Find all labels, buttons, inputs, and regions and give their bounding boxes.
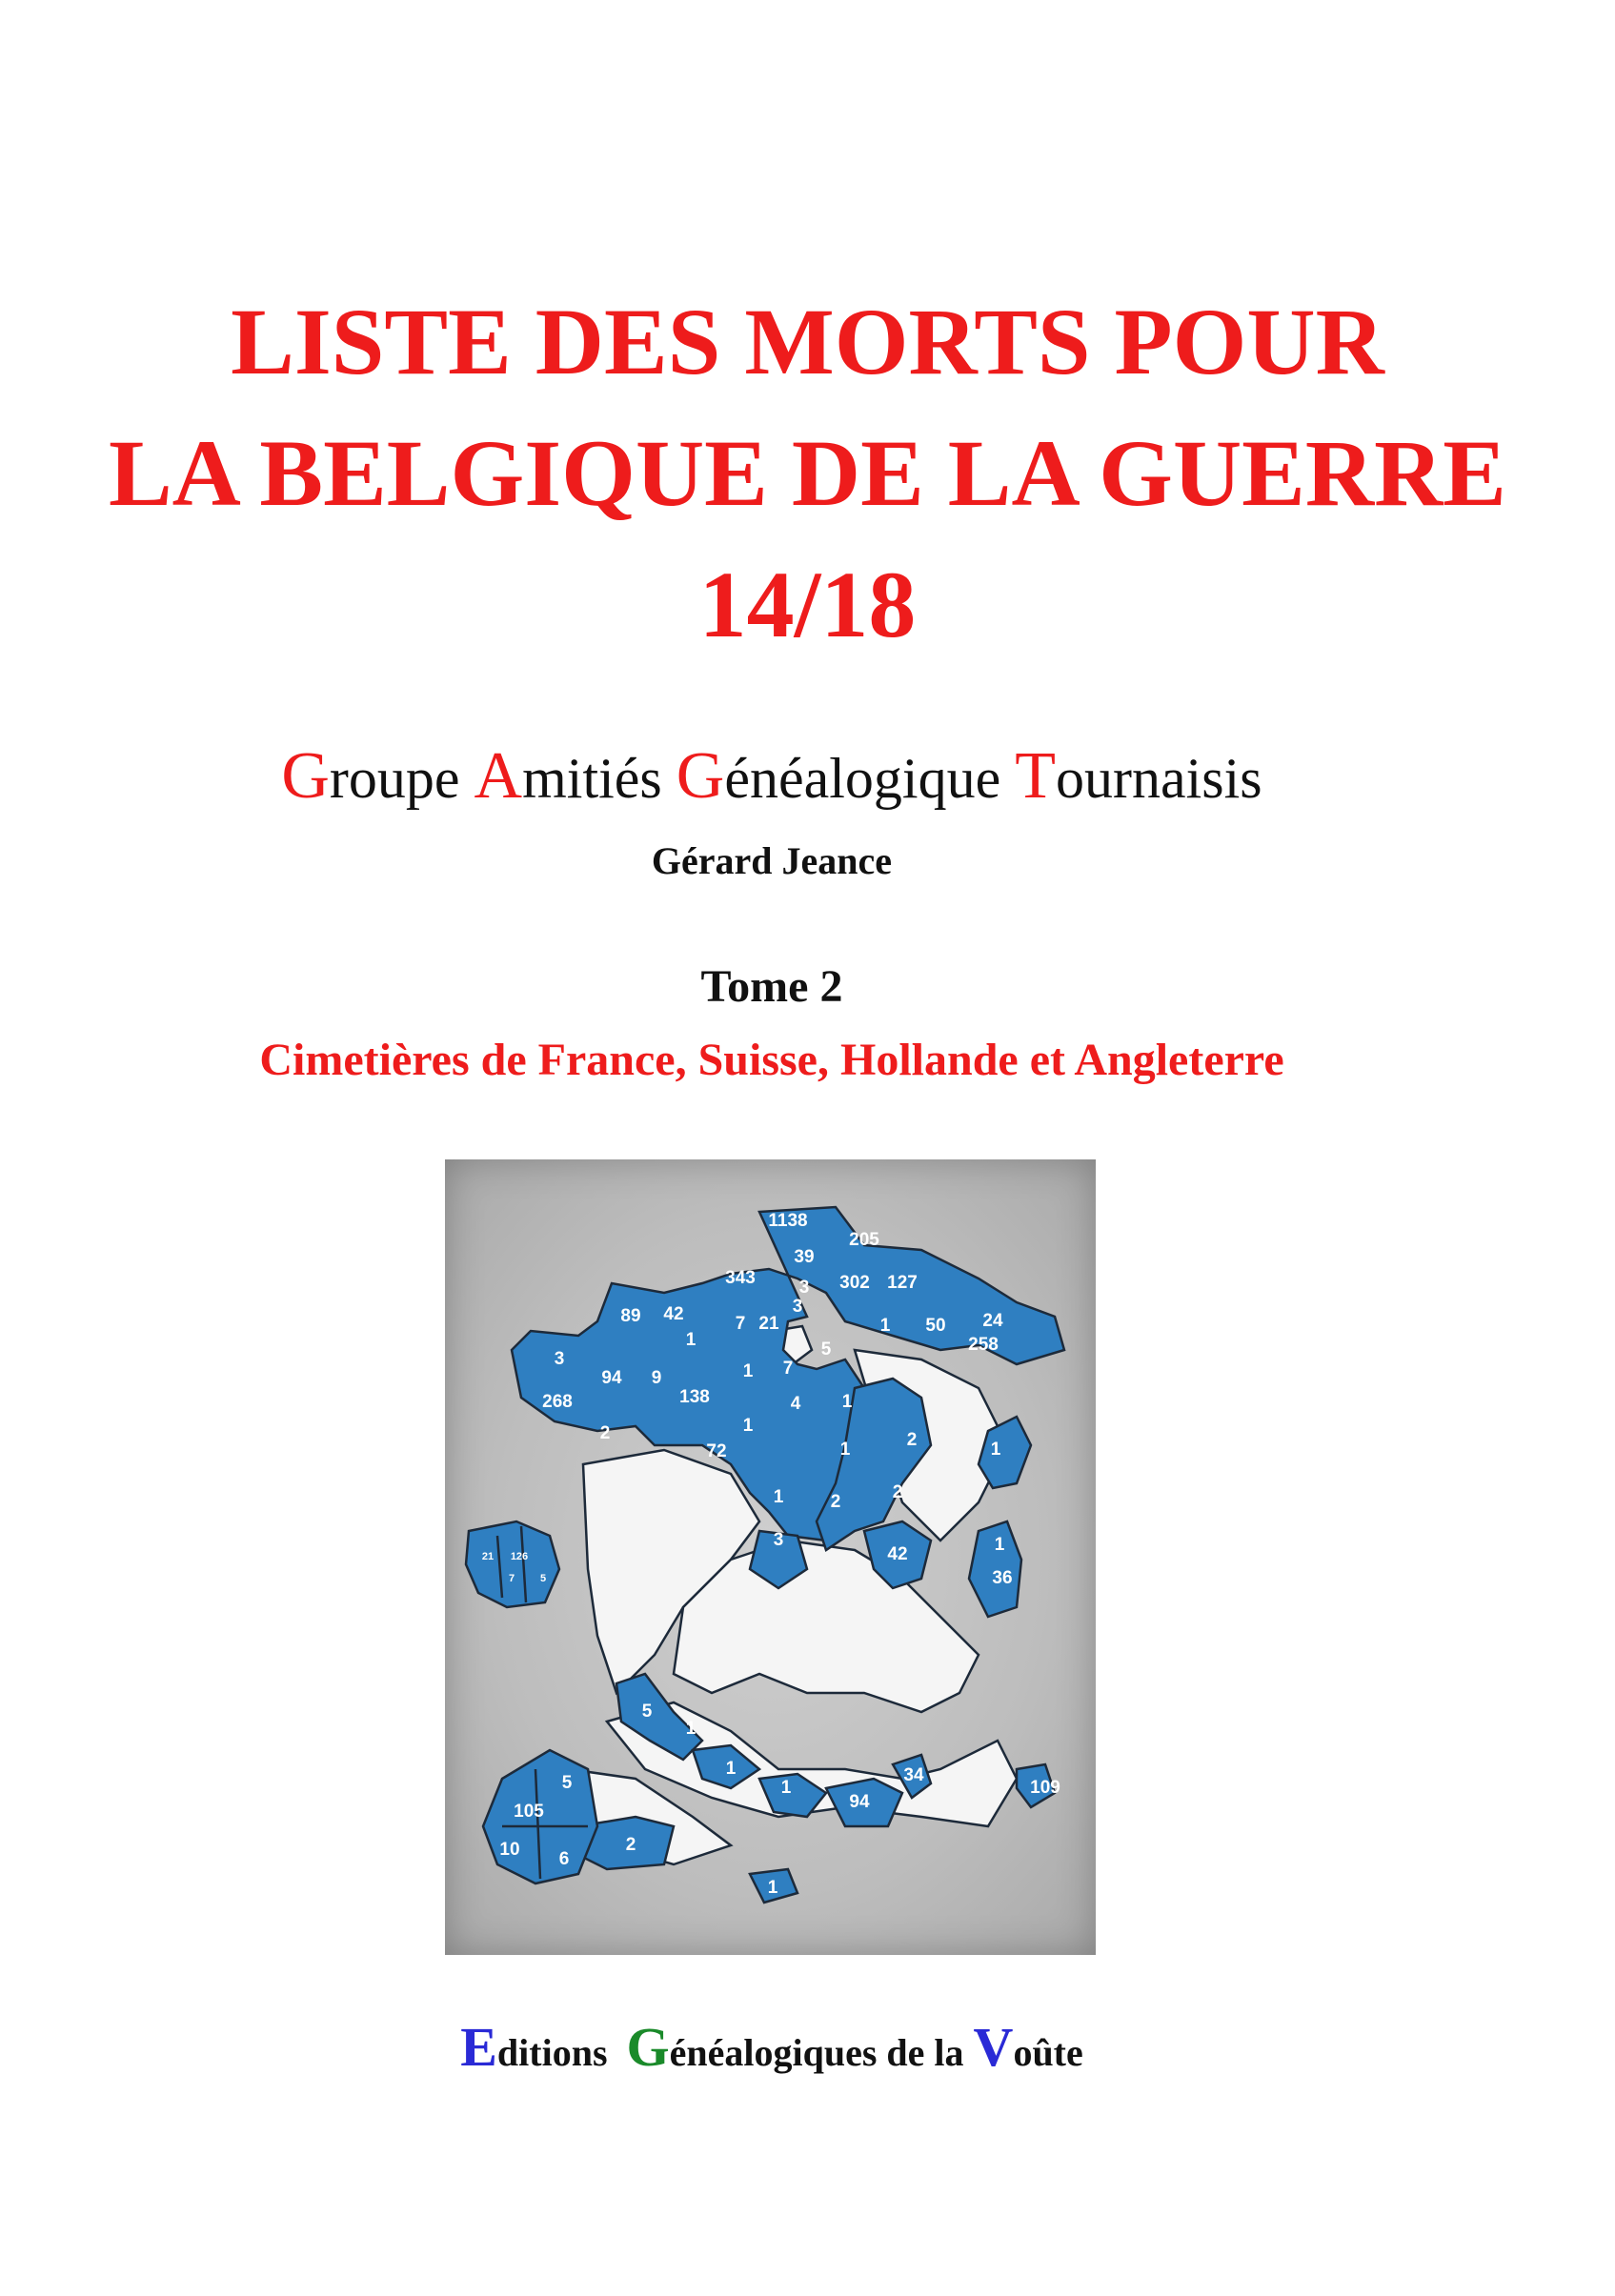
map-label: 72 (706, 1441, 727, 1461)
publisher-name (0, 2015, 1544, 2079)
publisher-initial-g: G (626, 2016, 670, 2078)
map-label: 7 (735, 1314, 746, 1334)
map-label: 94 (601, 1368, 622, 1388)
map-label: 1 (839, 1440, 851, 1460)
map-label: 89 (620, 1306, 641, 1326)
map-label: 5 (539, 1573, 547, 1584)
map-label: 1 (780, 1778, 792, 1798)
map-label: 9 (651, 1368, 662, 1388)
map-label: 1 (725, 1759, 737, 1779)
map-label: 2 (830, 1492, 841, 1512)
map-label: 5 (561, 1773, 573, 1793)
map-label: 127 (887, 1273, 918, 1293)
map-label: 2 (892, 1482, 903, 1502)
map-label: 5 (820, 1339, 832, 1359)
title-line-1: LISTE DES MORTS POUR (231, 289, 1384, 394)
map-label: 1 (994, 1535, 1005, 1555)
subtitle: Cimetières de France, Suisse, Hollande et Angleterre (259, 1035, 1284, 1085)
map-label: 2 (625, 1835, 636, 1855)
map-label: 1 (879, 1316, 891, 1336)
map-label: 109 (1030, 1778, 1060, 1798)
map-label: 1 (841, 1392, 853, 1412)
map-label: 126 (510, 1551, 529, 1562)
map-label: 10 (499, 1840, 520, 1860)
map-label: 24 (982, 1311, 1003, 1331)
map-label: 1 (773, 1487, 784, 1507)
group-initial-t: T (1015, 739, 1056, 813)
map-label: 3 (554, 1349, 565, 1369)
map-label: 1138 (768, 1211, 808, 1231)
group-word-amities: mitiés (522, 747, 662, 810)
publisher-initial-v: V (973, 2016, 1014, 2078)
map-label: 2 (599, 1423, 611, 1443)
group-word-groupe: roupe (329, 747, 460, 810)
map-label: 258 (968, 1335, 999, 1355)
publisher-word-voute: oûte (1013, 2031, 1083, 2074)
author-name: Gérard Jeance (651, 839, 893, 882)
main-title (0, 276, 1615, 671)
map-label: 302 (839, 1273, 870, 1293)
map-label: 1 (990, 1440, 1001, 1460)
map-label: 1 (685, 1719, 696, 1739)
map-label: 4 (790, 1394, 801, 1414)
publisher-word-editions: ditions (496, 2031, 608, 2074)
map-label: 105 (514, 1802, 544, 1822)
map-label: 36 (992, 1568, 1013, 1588)
map-label: 34 (903, 1765, 924, 1785)
map-label: 21 (758, 1314, 779, 1334)
france-departments-map (445, 1159, 1096, 1955)
title-line-2: LA BELGIQUE DE LA GUERRE (108, 420, 1507, 526)
publisher-initial-e: E (460, 2016, 497, 2078)
group-word-tournaisis: ournaisis (1055, 747, 1262, 810)
map-label: 7 (508, 1573, 515, 1584)
map-label: 205 (849, 1230, 879, 1250)
map-label: 3 (798, 1278, 810, 1298)
map-label: 39 (794, 1247, 815, 1267)
publisher-word-genealogiques: énéalogiques de la (669, 2031, 964, 2074)
map-label: 3 (792, 1297, 803, 1317)
map-inset-ile-de-france (466, 1521, 559, 1607)
map-label: 138 (679, 1387, 710, 1407)
volume-label: Tome 2 (700, 961, 843, 1012)
map-label: 21 (481, 1551, 495, 1562)
map-label: 2 (906, 1430, 918, 1450)
map-label: 42 (663, 1304, 684, 1324)
map-label: 1 (767, 1878, 778, 1898)
group-initial-a: A (474, 739, 523, 813)
group-initial-g2: G (676, 739, 725, 813)
map-label: 7 (782, 1359, 794, 1379)
map-label: 1 (742, 1416, 754, 1436)
map-label: 268 (542, 1392, 573, 1412)
map-label: 94 (849, 1792, 870, 1812)
map-label: 3 (773, 1530, 784, 1550)
map-label: 1 (742, 1361, 754, 1381)
group-initial-g: G (281, 739, 330, 813)
group-name (0, 738, 1544, 815)
map-label: 343 (725, 1268, 756, 1288)
map-label: 6 (558, 1849, 570, 1869)
title-line-3: 14/18 (698, 552, 917, 657)
map-label: 5 (641, 1702, 653, 1722)
map-label: 1 (685, 1330, 696, 1350)
map-label: 42 (887, 1544, 908, 1564)
group-word-genealogique: énéalogique (724, 747, 1001, 810)
cover-map-image (445, 1159, 1096, 1955)
map-label: 50 (925, 1316, 946, 1336)
